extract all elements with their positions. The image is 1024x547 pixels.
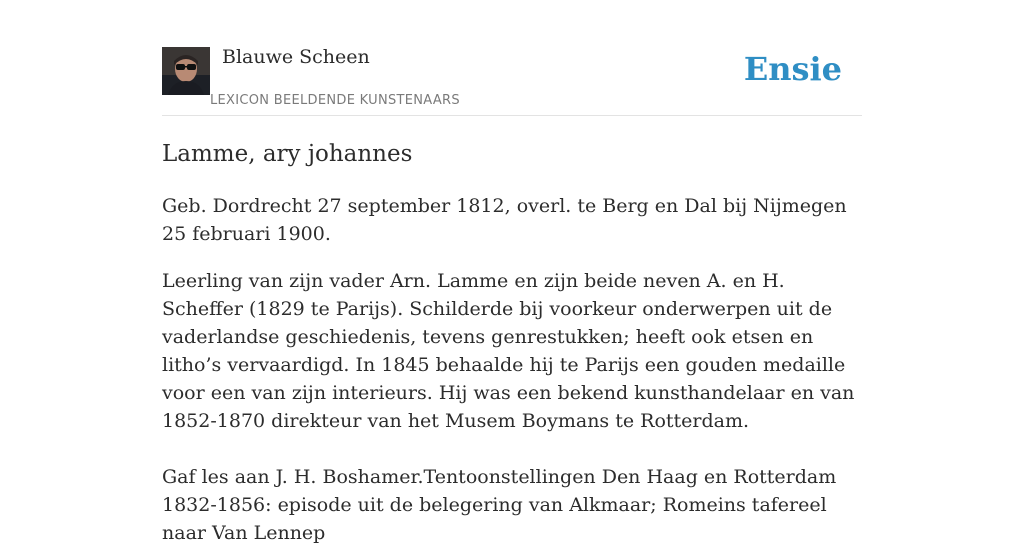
article-paragraph: Geb. Dordrecht 27 september 1812, overl. te Berg en Dal bij Nijmegen 25 februari 1900. (162, 195, 847, 245)
header (162, 47, 862, 116)
avatar-photo-icon (162, 47, 210, 95)
article-paragraph: Gaf les aan J. H. Boshamer.Tentoonstellingen Den Haag en Rotterdam 1832-1856: episode uit de belegering van Alkmaar; Romeins tafereel naar Van Lennep (162, 466, 837, 544)
article-title: Lamme, ary johannes (162, 141, 413, 167)
article-paragraph: Leerling van zijn vader Arn. Lamme en zijn beide neven A. en H. Scheffer (1829 te Parijs). Schilderde bij voorkeur onderwerpen uit de vaderlandse geschiedenis, tevens genrestukken; heeft ook etsen en litho’s vervaardigd. In 1845 behaalde hij te Parijs een gouden medaille voor een van zijn interieurs. Hij was een bekend kunsthandelaar en van 1852-1870 direkteur van het Musem Boymans te Rotterdam. (162, 270, 855, 432)
avatar[interactable] (162, 47, 210, 95)
collection-label[interactable]: LEXICON BEELDENDE KUNSTENAARS (210, 93, 460, 108)
brand-logo[interactable]: Ensie (743, 50, 842, 88)
article (162, 138, 864, 547)
author-name[interactable]: Blauwe Scheen (222, 46, 370, 68)
